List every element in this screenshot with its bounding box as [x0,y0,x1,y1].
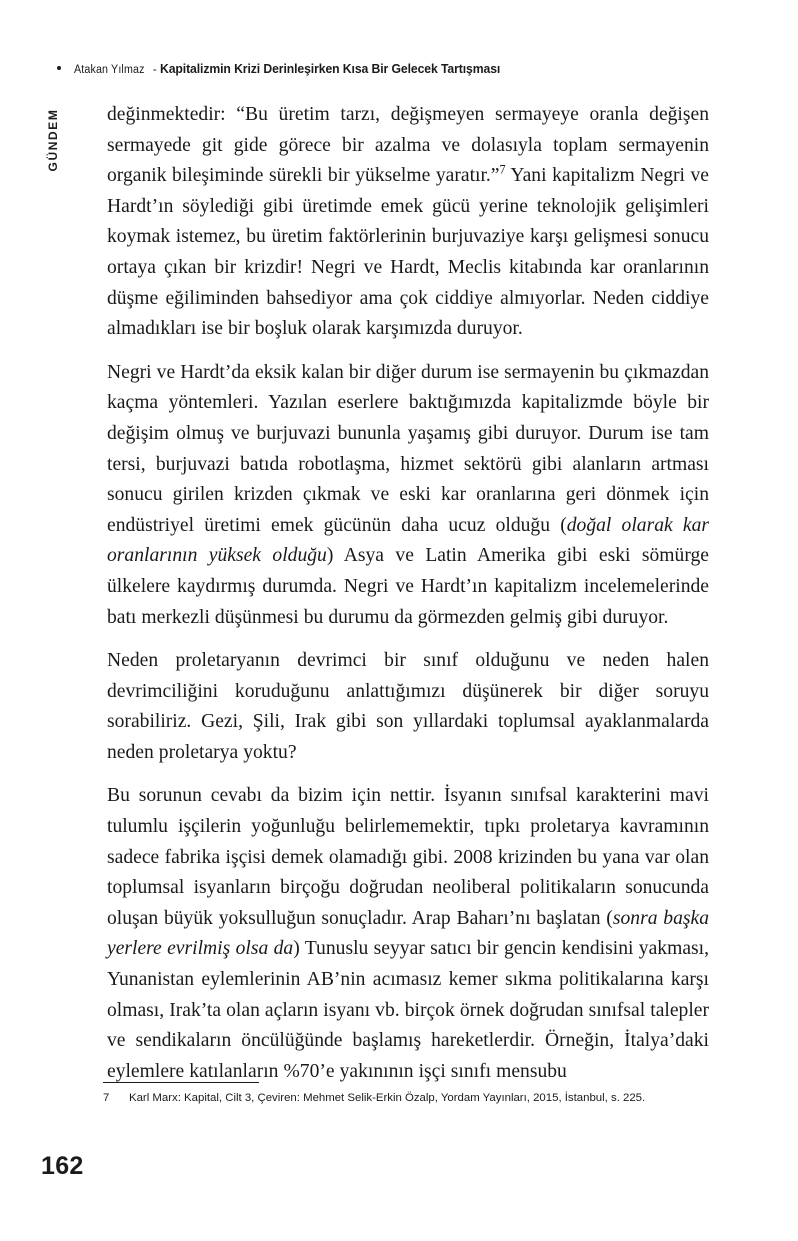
running-head-author: Atakan Yılmaz [74,64,145,76]
section-tab-label: GÜNDEM [46,108,60,172]
body-paragraph [107,100,709,345]
body-paragraph [107,646,709,768]
text-run: ) Asya ve Latin Amerika gibi eski sömürge ülkelere kaydırmış durumda. Negri ve Hardt’ın kapitalizm incelemelerinde batı merkezli düşünmesi bu durumu da görmezden gelmiş gibi duruyor. [107,545,709,628]
body-paragraph [107,781,709,1087]
text-run: Neden proletaryanın devrimci bir sınıf olduğunu ve neden halen devrimciliğini koruduğunu anlattığımızı düşünerek bir diğer soruyu sorabiliriz. Gezi, Şili, Irak gibi son yıllardaki toplumsal ayaklanmalarda neden proletarya yoktu? [107,650,709,763]
footnote-reference: 7 [499,162,506,177]
text-run: Bu sorunun cevabı da bizim için nettir. İsyanın sınıfsal karakterini mavi tulumlu işçilerin yoğunluğu belirlememektir, tıpkı proletarya kavramının sadece fabrika işçisi demek olamadığı gibi. 2008 krizinden bu yana var olan toplumsal isyanların birçoğu doğrudan neoliberal politikaların sonucunda oluşan büyük yoksulluğun sonuçladır. Arap Baharı’nı başlatan ( [107,785,709,929]
body-text-column [107,100,709,1087]
text-run: ) Tunuslu seyyar satıcı bir gencin kendisini yakması, Yunanistan eylemlerinin AB’nin acımasız kemer sıkma politikalarına karşı olması, Irak’ta olan açların isyanı vb. birçok örnek doğrudan sınıfsal talepler ve sendikaların öncülüğünde başlamış hareketlerdir. Örneğin, İtalya’daki eylemlere katılanların %70’e yakınının işçi sınıfı mensubu [107,938,709,1082]
running-head-separator: - [152,64,157,76]
page-number: 162 [41,1152,84,1180]
bullet-icon [57,66,61,70]
italic-run: sonra başka yerlere evrilmiş olsa da [107,907,709,960]
text-run: Negri ve Hardt’da eksik kalan bir diğer durum ise sermayenin bu çıkmazdan kaçma yöntemleri. Yazılan eserlere baktığımızda kapitalizmde böyle bir değişim olmuş ve burjuvazi bununla yaşamış gibi duruyor. Durum ise tam tersi, burjuvazi batıda robotlaşma, hizmet sektörü gibi alanların artması sonucu girilen krizden çıkmak ve eski kar oranlarına geri dönmek için endüstriyel üretimi emek gücünün daha ucuz olduğu ( [107,361,709,536]
text-run: Yani kapitalizm Negri ve Hardt’ın söylediği gibi üretimde emek gücü yerine teknolojik gelişimleri koymak istemez, bu üretim faktörlerinin burjuvaziye karşı gelişmesi sonucu ortaya çıkan bir krizdir! Negri ve Hardt, Meclis kitabında kar oranlarının düşme eğiliminden bahsediyor ama çok ciddiye almıyorlar. Neden ciddiye almadıkları ise bir boşluk olarak karşımızda duruyor. [107,165,709,340]
running-head [57,62,511,76]
running-head-title: Kapitalizmin Krizi Derinleşirken Kısa Bir Gelecek Tartışması [159,62,501,76]
footnote-text: Karl Marx: Kapital, Cilt 3, Çeviren: Mehmet Selik-Erkin Özalp, Yordam Yayınları, 2015, İstanbul, s. 225. [129,1092,646,1104]
text-run: değinmektedir: “Bu üretim tarzı, değişmeyen sermayeye oranla değişen sermayede git gide görece bir azalma ve dolasıyla toplam sermayenin organik bileşiminde sürekli bir yükselme yaratır.” [107,104,709,187]
italic-run: doğal olarak kar oranlarının yüksek olduğu [107,514,709,567]
footnote-separator-rule [103,1082,259,1083]
footnote-block [103,1082,709,1107]
section-tab [46,101,60,179]
body-paragraph [107,358,709,633]
footnote-number: 7 [103,1092,110,1104]
footnote-entry [103,1090,709,1107]
